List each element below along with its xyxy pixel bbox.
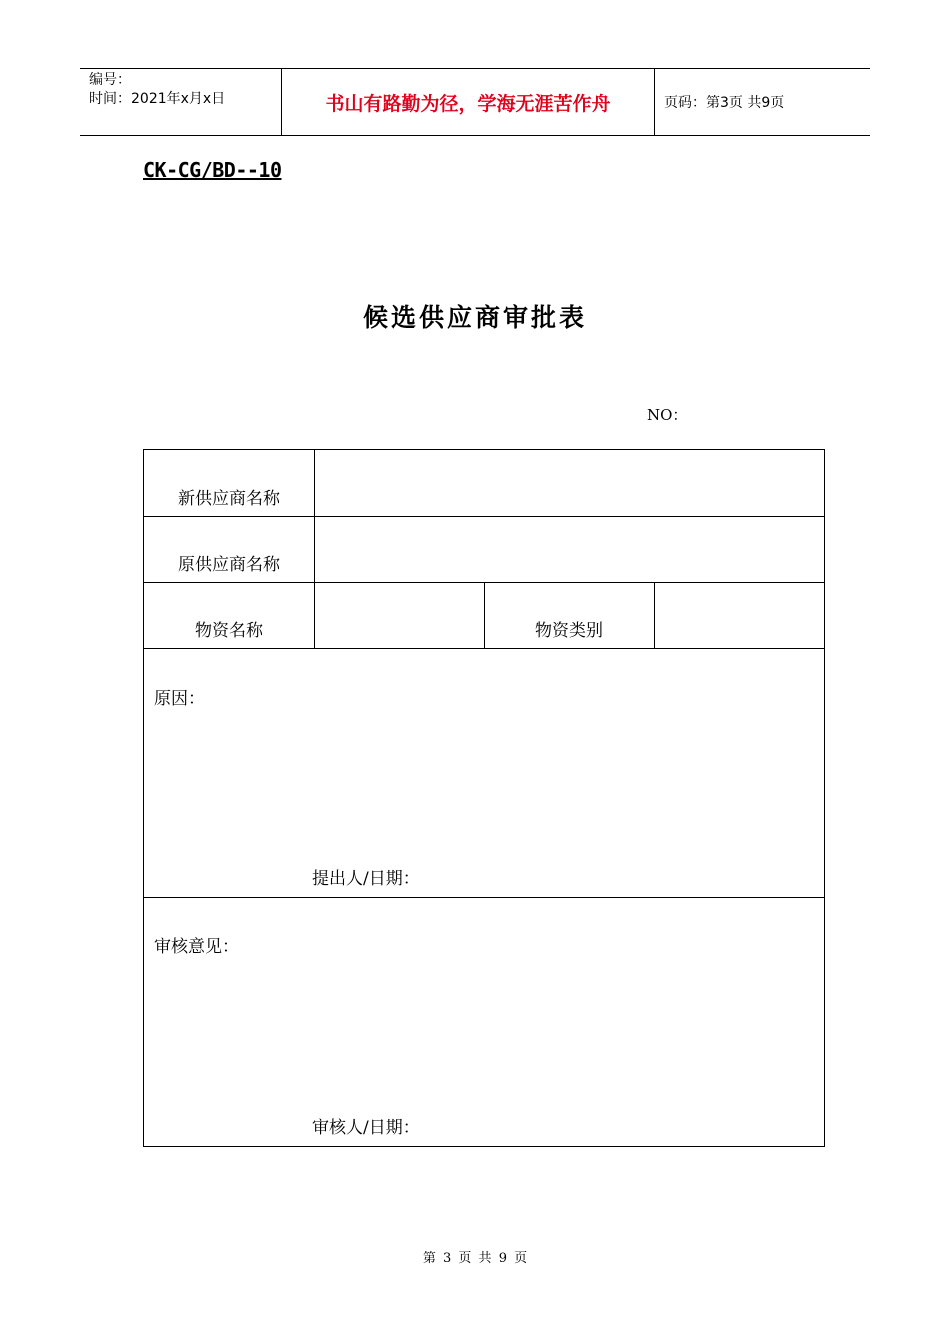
header-meta [80,69,282,135]
material-type-label: 物资类别 [535,621,603,641]
form-number-label: NO： [647,406,688,424]
approval-form-table [143,449,825,1147]
page-footer: 第 3 页 共 9 页 [422,1251,528,1266]
review-opinion-label: 审核意见： [154,937,239,957]
header-motto: 书山有路勤为径，学海无涯苦作舟 [282,69,655,135]
reviewer-date-label: 审核人/日期： [312,1118,420,1138]
number-label: 编号： [89,72,131,88]
document-code: CK-CG/BD--10 [143,158,282,182]
row-divider [144,648,824,649]
old-supplier-label: 原供应商名称 [178,555,280,575]
new-supplier-field[interactable] [315,450,825,516]
time-label: 时间：2021年x月x日 [89,91,226,107]
reason-field[interactable] [154,712,814,852]
page-header [80,68,870,136]
review-opinion-field[interactable] [154,960,814,1100]
form-title: 候选供应商审批表 [362,303,587,332]
reason-label: 原因： [154,689,205,709]
new-supplier-label: 新供应商名称 [178,489,280,509]
old-supplier-field[interactable] [315,517,825,582]
header-page-label: 页码：第3页 共9页 [664,95,785,111]
material-name-label: 物资名称 [195,621,263,641]
material-type-field[interactable] [655,583,825,648]
proposer-date-label: 提出人/日期： [312,869,420,889]
row-divider [144,897,824,898]
